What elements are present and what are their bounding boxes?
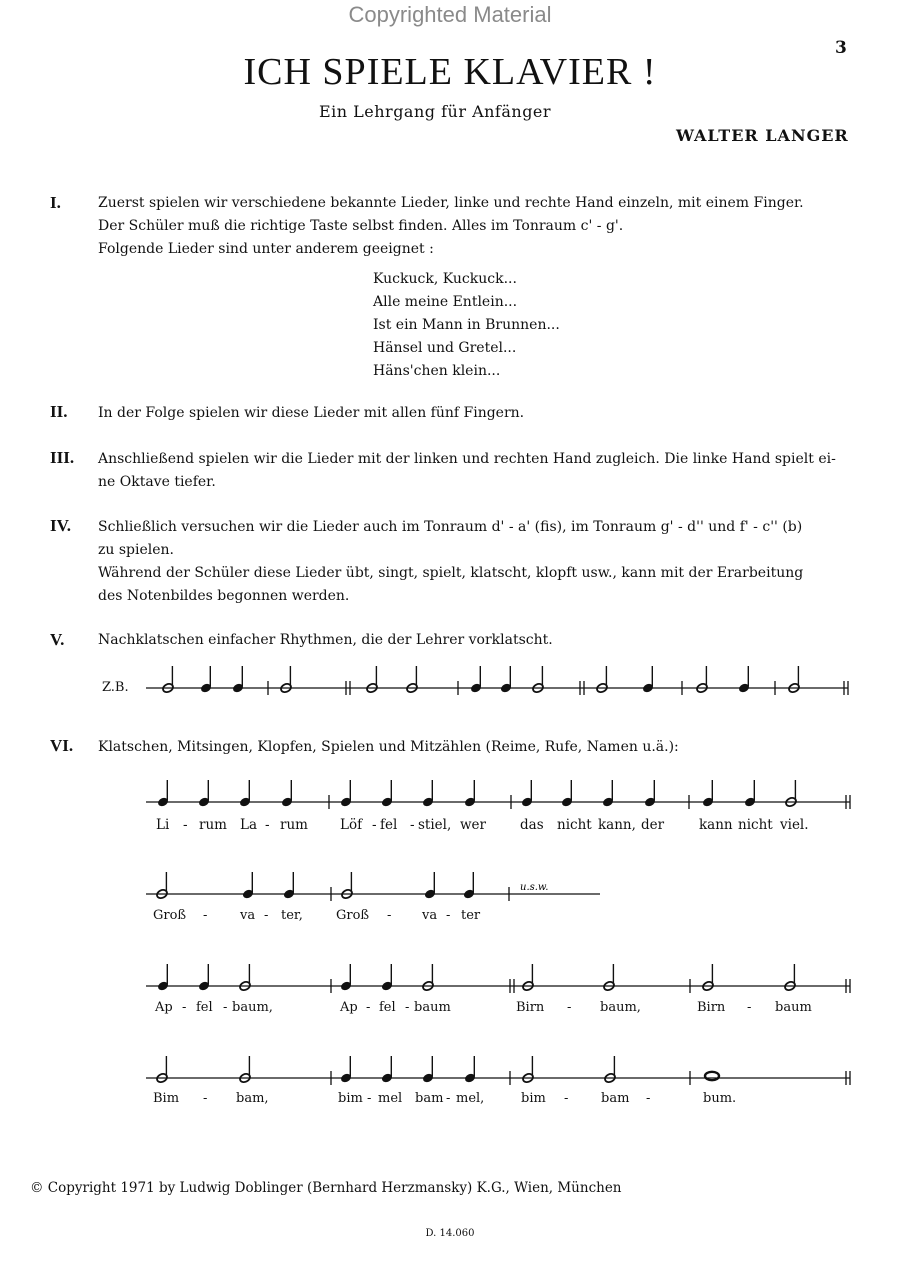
lyric: baum,	[600, 1000, 641, 1015]
lyric: baum	[414, 1000, 451, 1015]
song-item: Hänsel und Gretel...	[373, 340, 517, 356]
section-3-line: ne Oktave tiefer.	[98, 474, 216, 490]
lyric: -	[203, 1091, 208, 1106]
lyric: rum	[199, 817, 227, 833]
lyric: -	[203, 908, 208, 923]
rhythm-line-5	[146, 666, 848, 695]
page-title: ICH SPIELE KLAVIER !	[243, 51, 657, 93]
lyric: -	[646, 1091, 651, 1106]
lyric: bum.	[703, 1091, 737, 1106]
rhythm-line-6d	[146, 1056, 850, 1085]
lyric: Löf	[340, 817, 363, 833]
section-6-text: Klatschen, Mitsingen, Klopfen, Spielen und Mitzählen (Reime, Rufe, Namen u.ä.):	[98, 739, 679, 755]
lyric: stiel,	[418, 817, 452, 833]
song-item: Ist ein Mann in Brunnen...	[373, 317, 560, 333]
lyric: baum,	[232, 1000, 273, 1015]
section-4-numeral: IV.	[50, 516, 71, 535]
lyric: rum	[280, 817, 308, 833]
lyric: bim	[338, 1091, 363, 1106]
zb-label: Z.B.	[102, 680, 129, 695]
subtitle: Ein Lehrgang für Anfänger	[318, 102, 552, 121]
lyric: -	[223, 1000, 228, 1015]
section-4-line: Schließlich versuchen wir die Lieder auch im Tonraum d' - a' (fis), im Tonraum g' - d'' und f' - c'' (b)	[98, 519, 803, 535]
section-5-numeral: V.	[50, 630, 65, 649]
lyric: Ap	[340, 1000, 358, 1015]
lyric: fel	[379, 1000, 396, 1015]
lyric: va	[422, 908, 438, 923]
lyric: bam,	[236, 1091, 269, 1106]
lyric: der	[641, 817, 665, 833]
lyric: bam	[415, 1091, 444, 1106]
section-5-text: Nachklatschen einfacher Rhythmen, die der Lehrer vorklatscht.	[98, 632, 553, 648]
copyright-notice: © Copyright 1971 by Ludwig Doblinger (Bernhard Herzmansky) K.G., Wien, München	[30, 1180, 622, 1196]
lyric: -	[410, 817, 415, 833]
lyric: nicht	[738, 817, 773, 833]
lyric: -	[387, 908, 392, 923]
lyric: kann,	[598, 817, 636, 833]
lyric: -	[564, 1091, 569, 1106]
usw-label: u.s.w.	[520, 882, 549, 893]
lyric: kann	[699, 817, 733, 833]
plate-code: D. 14.060	[425, 1228, 475, 1239]
lyric: -	[446, 1091, 451, 1106]
rhythm-line-6a	[146, 780, 850, 809]
lyric: -	[264, 908, 269, 923]
section-2-numeral: II.	[50, 402, 68, 421]
lyric: mel	[378, 1091, 403, 1106]
lyric: ter,	[281, 908, 303, 923]
lyric: baum	[775, 1000, 812, 1015]
lyric: La	[240, 817, 258, 833]
lyric: Li	[156, 817, 170, 833]
lyric: Ap	[155, 1000, 173, 1015]
lyric: Groß	[336, 908, 370, 923]
song-item: Kuckuck, Kuckuck...	[373, 271, 517, 287]
lyric: -	[446, 908, 451, 923]
lyrics-row-1	[156, 817, 809, 833]
lyric: Bim	[153, 1091, 180, 1106]
lyric: ter	[461, 908, 481, 923]
watermark: Copyrighted Material	[348, 2, 552, 27]
lyric: fel	[380, 817, 398, 833]
lyric: mel,	[456, 1091, 485, 1106]
lyric: -	[567, 1000, 572, 1015]
lyric: fel	[196, 1000, 213, 1015]
lyric: -	[183, 817, 188, 833]
lyric: bam	[601, 1091, 630, 1106]
section-6-numeral: VI.	[50, 736, 74, 755]
song-item: Häns'chen klein...	[373, 363, 501, 379]
section-3-numeral: III.	[50, 448, 75, 467]
lyric: -	[405, 1000, 410, 1015]
author: WALTER LANGER	[676, 126, 849, 145]
lyric: -	[367, 1091, 372, 1106]
section-1-line: Der Schüler muß die richtige Taste selbst finden. Alles im Tonraum c' - g'.	[98, 218, 624, 234]
lyrics-row-3	[154, 1000, 812, 1015]
section-4-line: zu spielen.	[98, 542, 174, 558]
lyric: va	[240, 908, 256, 923]
lyric: -	[747, 1000, 752, 1015]
lyric: -	[372, 817, 377, 833]
lyric: Birn	[697, 1000, 726, 1015]
lyric: wer	[460, 817, 486, 833]
section-4-line: Während der Schüler diese Lieder übt, singt, spielt, klatscht, klopft usw., kann mit der Erarbeitung	[98, 565, 804, 581]
lyric: -	[366, 1000, 371, 1015]
lyric: Groß	[153, 908, 187, 923]
lyric: bim	[521, 1091, 546, 1106]
song-item: Alle meine Entlein...	[373, 294, 518, 310]
rhythm-line-6c	[146, 964, 850, 993]
section-1-numeral: I.	[50, 193, 61, 212]
section-2-text: In der Folge spielen wir diese Lieder mit allen fünf Fingern.	[98, 405, 525, 421]
lyric: viel.	[780, 817, 809, 833]
page-number: 3	[835, 38, 847, 58]
section-4-line: des Notenbildes begonnen werden.	[98, 588, 350, 604]
lyric: nicht	[557, 817, 592, 833]
lyric: Birn	[516, 1000, 545, 1015]
section-1-line: Zuerst spielen wir verschiedene bekannte Lieder, linke und rechte Hand einzeln, mit einem Finger.	[98, 195, 804, 211]
section-1-line: Folgende Lieder sind unter anderem geeignet :	[98, 241, 434, 257]
lyrics-row-2	[153, 908, 481, 923]
lyrics-row-4	[153, 1091, 736, 1106]
lyric: das	[520, 817, 544, 833]
section-3-line: Anschließend spielen wir die Lieder mit der linken und rechten Hand zugleich. Die linke Hand spielt ei-	[98, 451, 836, 467]
lyric: -	[182, 1000, 187, 1015]
lyric: -	[265, 817, 270, 833]
